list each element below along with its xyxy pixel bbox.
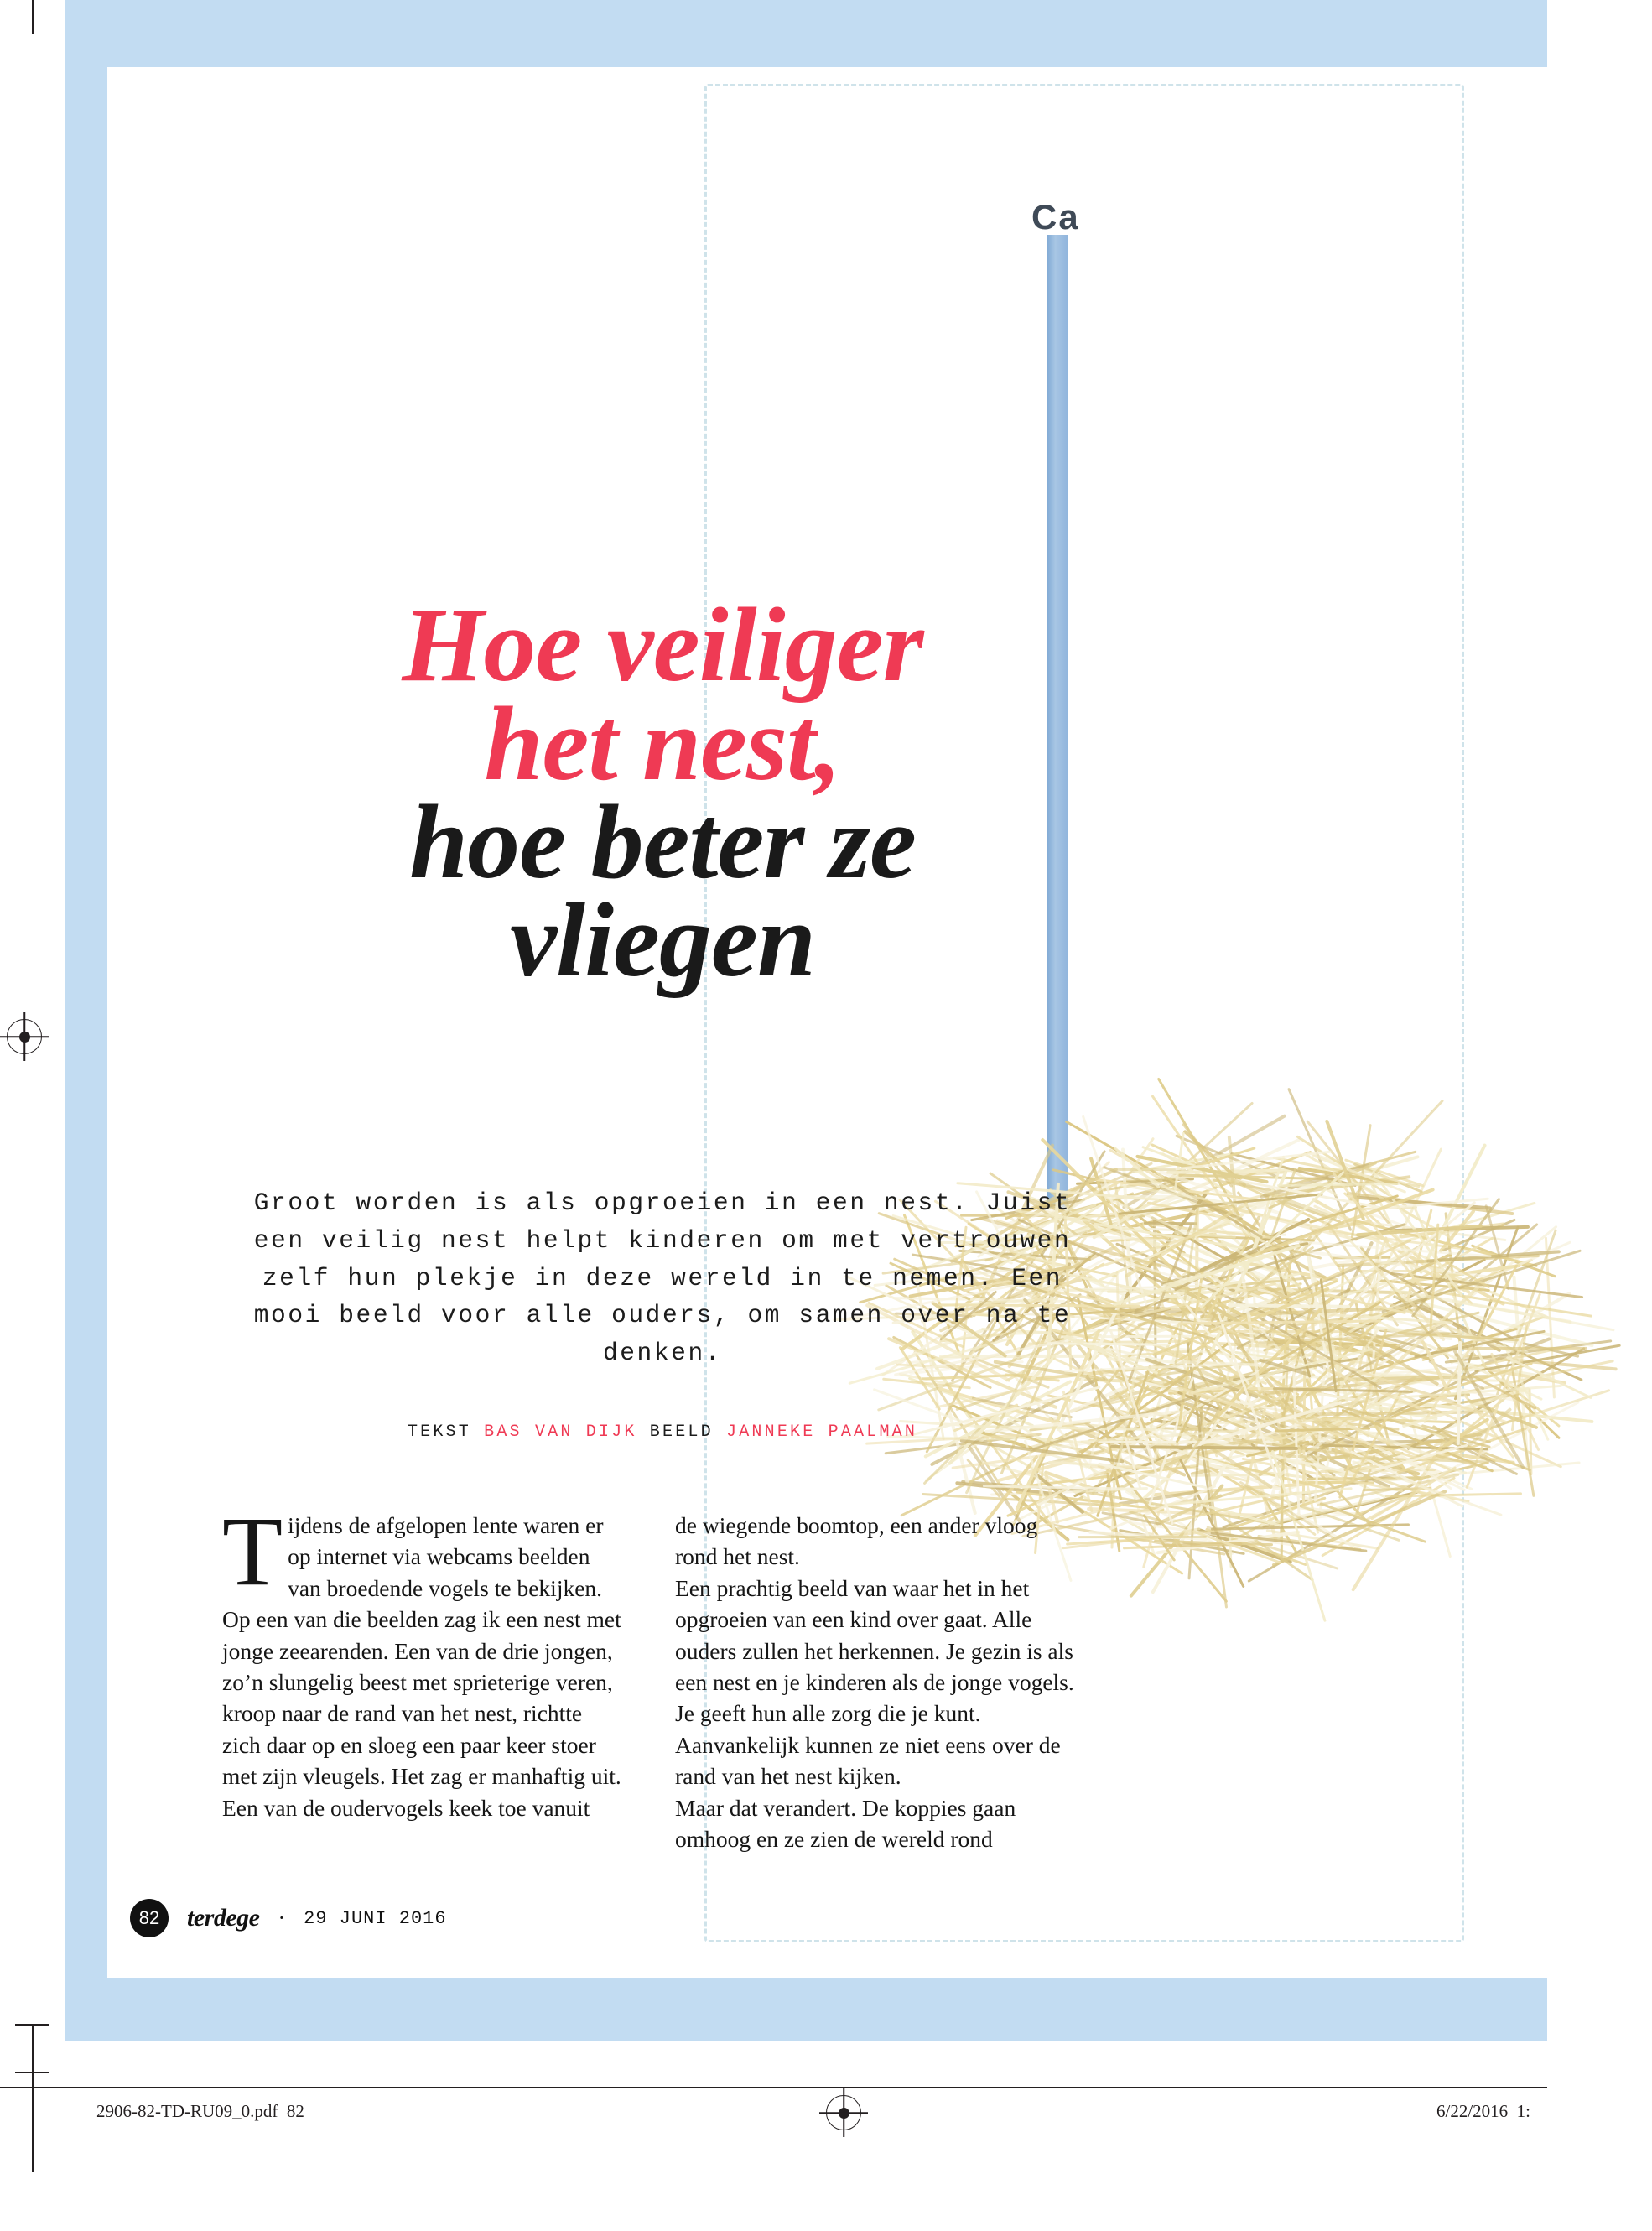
- standfirst-paragraph: Groot worden is als opgroeien in een nest. Juist een veilig nest helpt kinderen om met vertrouwen zelf hun plekje in deze wereld in te nemen. Een mooi beeld voor alle ouders, om samen over na te denken.: [253, 1188, 1072, 1368]
- page-number-badge: 82: [130, 1899, 169, 1937]
- body-column-1-text: ijdens de afgelopen lente waren er op internet via webcams beelden van broedende vogels te bekijken. Op een van die beelden zag ik een nest met jonge zeearenden. Een van de drie jongen, zo’n slungelig beest met sprieterige veren, kroop naar de rand van het nest, richtte zich daar op en sloeg een paar keer stoer met zijn vleugels. Het zag er manhaftig uit. Een van de oudervogels keek toe vanuit: [222, 1512, 621, 1821]
- slug-timestamp: [1436, 2101, 1530, 2122]
- headline-line-2: het nest,: [484, 685, 841, 803]
- trim-bar-left: [32, 2072, 34, 2172]
- slug-time: 1:: [1516, 2101, 1530, 2121]
- folio: [130, 1899, 447, 1937]
- slug-divider: [0, 2087, 1547, 2088]
- registration-mark-bottom: [826, 2095, 861, 2130]
- credits-line: [226, 1422, 1099, 1442]
- headline-line-3: hoe beter ze: [409, 783, 916, 901]
- credit-author-text: BAS VAN DIJK: [484, 1422, 637, 1442]
- slug-filename: [96, 2101, 304, 2122]
- body-text-columns: [222, 1496, 1103, 1879]
- headline-line-1: Hoe veiliger: [402, 587, 923, 705]
- issue-date: 29 JUNI 2016: [304, 1907, 447, 1929]
- folio-separator: ·: [278, 1906, 286, 1930]
- slug-filename-text: 2906-82-TD-RU09_0.pdf: [96, 2101, 278, 2121]
- body-column-2: [675, 1510, 1078, 1879]
- credit-label-text: TEKST: [407, 1422, 471, 1442]
- headline-line-4: vliegen: [510, 881, 815, 999]
- slug-page: 82: [286, 2101, 304, 2121]
- registration-mark-left: [7, 1019, 42, 1054]
- sign-text: Ca: [1031, 197, 1080, 237]
- credit-author-image: JANNEKE PAALMAN: [726, 1422, 918, 1442]
- page-headline: [252, 587, 1073, 999]
- credit-label-image: BEELD: [649, 1422, 714, 1442]
- masthead-logo: terdege: [187, 1904, 260, 1932]
- crop-mark-top-left: [32, 0, 34, 34]
- body-column-1: [222, 1496, 625, 1879]
- nest-photograph: [1031, 67, 1547, 1978]
- body-column-2-text: de wiegende boomtop, een ander vloog rond het nest. Een prachtig beeld van waar het in het opgroeien van een kind over gaat. Alle ouders zullen het herkennen. Je gezin is als een nest en je kinderen als de jonge vogels. Je geeft hun alle zorg die je kunt. Aanvankelijk kunnen ze niet eens over de rand van het nest kijken. Maar dat verandert. De koppies gaan omhoog en ze zien de wereld rond: [675, 1512, 1074, 1852]
- slug-registration-mark-wrapper: [826, 2095, 861, 2130]
- slug-date: 6/22/2016: [1436, 2101, 1509, 2121]
- article-white-area: [107, 67, 1547, 1978]
- body-paragraph-1: [222, 1496, 625, 1823]
- drop-cap: T: [222, 1496, 283, 1606]
